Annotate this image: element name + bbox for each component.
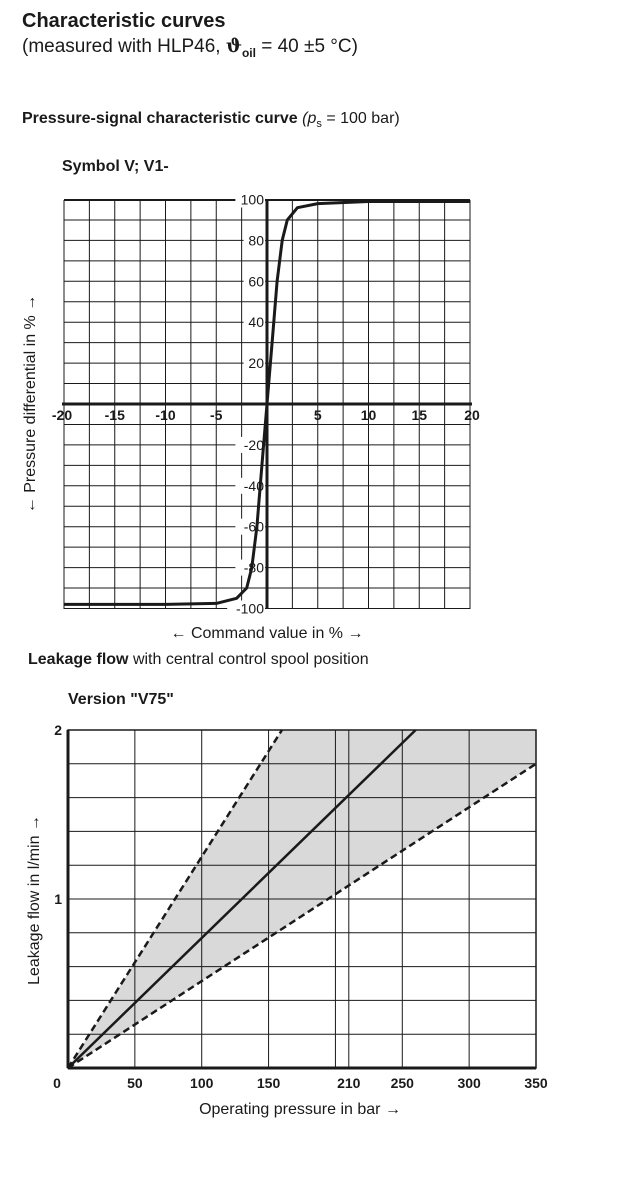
x-tick-label: 0 — [53, 1075, 61, 1091]
x-tick-label: 5 — [313, 407, 322, 423]
section1-param: ($p_s = 100$ bar) — [302, 110, 400, 131]
y-tick-label: -60 — [243, 518, 264, 535]
x-tick-label: 350 — [524, 1075, 548, 1091]
y-tick-label: -20 — [243, 436, 264, 453]
x-tick-label: 100 — [190, 1075, 214, 1091]
x-tick-label: -5 — [210, 407, 223, 423]
y-tick-label: 1 — [54, 891, 62, 907]
y-tick-label: 100 — [240, 191, 264, 208]
y-tick-label: -80 — [243, 559, 264, 576]
y-tick-label: 60 — [248, 273, 264, 290]
x-tick-label: 20 — [464, 407, 480, 423]
y-axis-label: ← Pressure differential in % → — [22, 294, 39, 514]
y-tick-label: 80 — [248, 232, 264, 249]
x-tick-label: -15 — [104, 407, 125, 423]
section2-title-bold: Leakage flow — [28, 651, 129, 668]
chart1-subtitle: Symbol V; V1- — [62, 158, 169, 175]
y-tick-label: 2 — [54, 722, 62, 738]
x-tick-label: 300 — [457, 1075, 481, 1091]
y-axis-label: Leakage flow in l/min → — [26, 815, 43, 985]
page-title: Characteristic curves — [22, 10, 226, 32]
x-tick-label: 210 — [337, 1075, 361, 1091]
x-tick-label: 50 — [127, 1075, 143, 1091]
x-tick-label: -10 — [155, 407, 176, 423]
x-axis-label: Operating pressure in bar → — [199, 1101, 401, 1118]
x-tick-label: 250 — [390, 1075, 414, 1091]
x-axis-label: ← Command value in % → — [170, 625, 364, 642]
theta-symbol: ϑ — [225, 35, 242, 57]
chart2-subtitle: Version "V75" — [68, 691, 174, 708]
y-tick-label: 40 — [248, 314, 264, 331]
section1-title-bold: Pressure-signal characteristic curve — [22, 110, 298, 127]
y-tick-label: 20 — [248, 355, 264, 372]
y-tick-label: -40 — [243, 477, 264, 494]
section2-title-rest: with central control spool position — [132, 651, 369, 668]
conditions-prefix: (measured with HLP46, — [22, 36, 221, 57]
x-tick-label: 15 — [411, 407, 428, 423]
x-tick-label: 150 — [256, 1075, 281, 1091]
x-tick-label: 10 — [360, 407, 377, 423]
y-tick-label: -100 — [235, 600, 264, 617]
conditions-suffix: = 40 ±5 °C) — [261, 36, 358, 57]
x-tick-label: -20 — [51, 407, 73, 423]
theta-subscript: oil — [241, 45, 256, 60]
